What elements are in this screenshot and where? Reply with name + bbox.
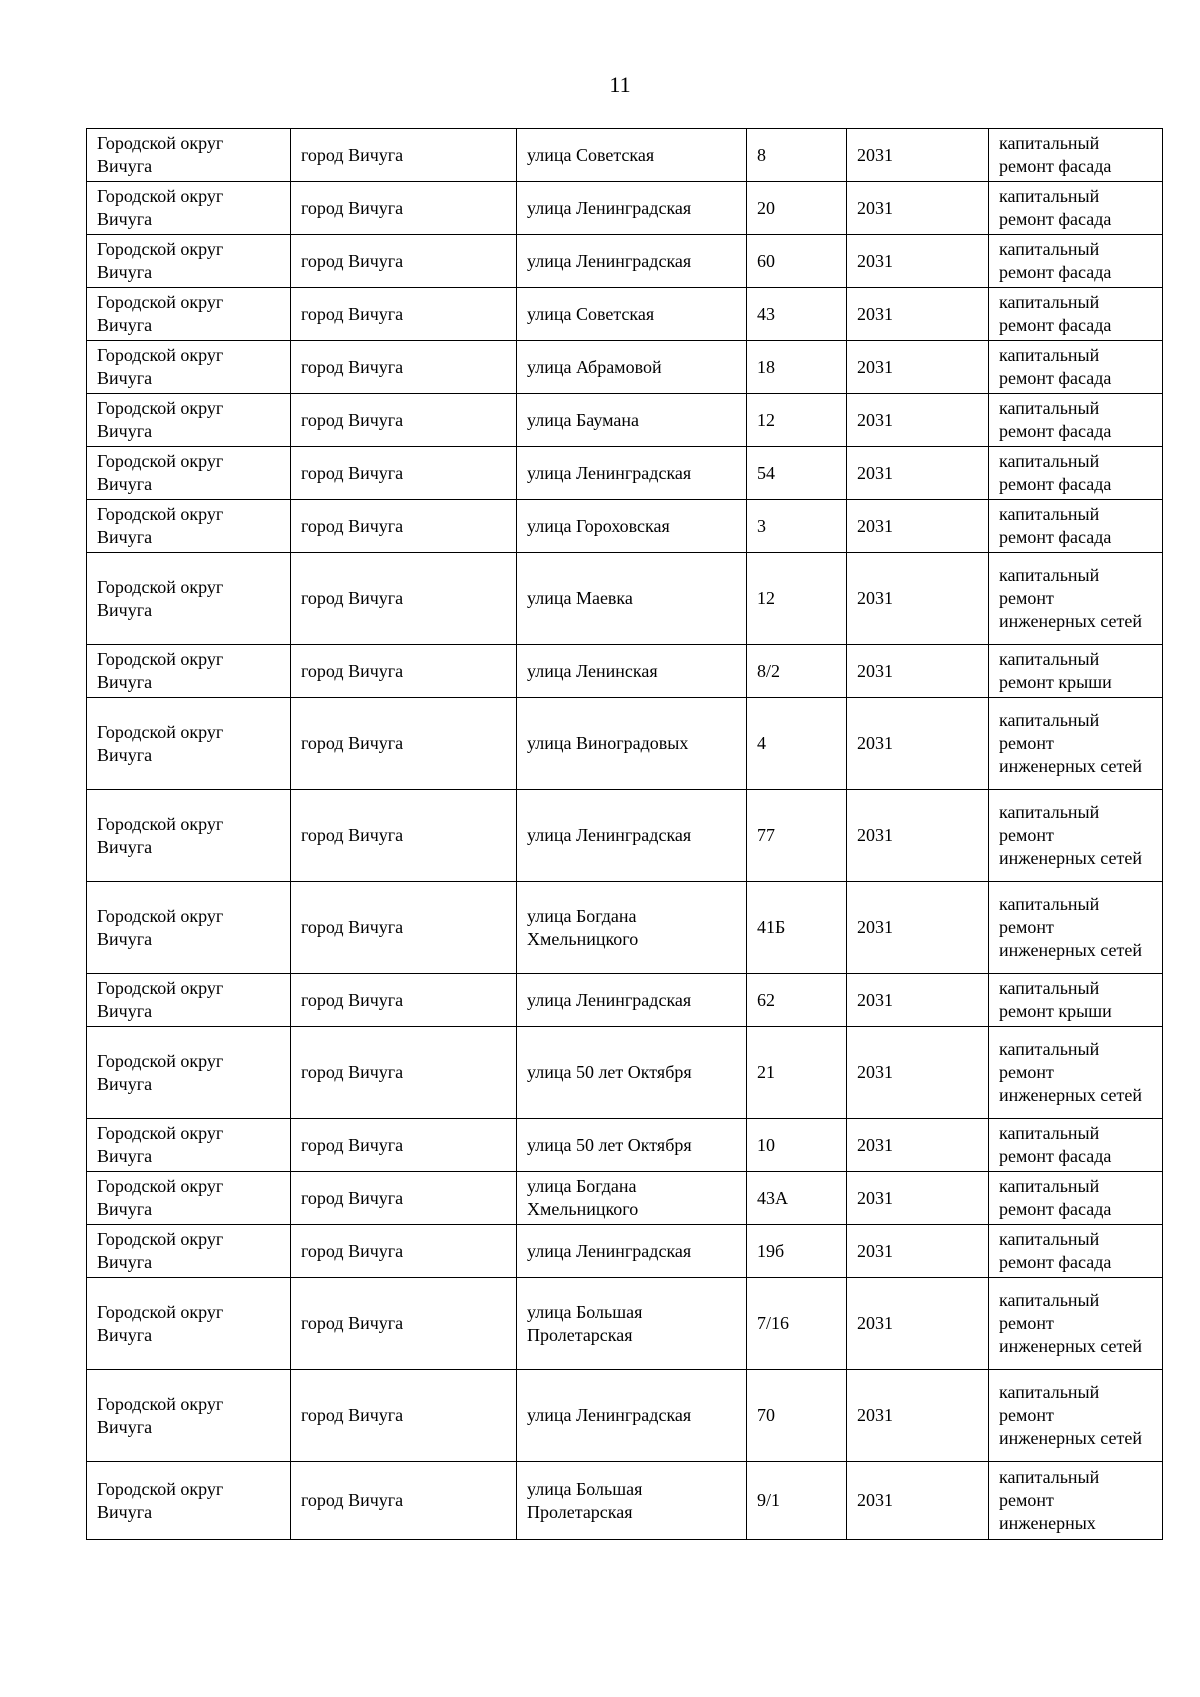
year-cell: 2031 [847,341,989,394]
house-number-cell: 70 [747,1370,847,1462]
year-cell: 2031 [847,182,989,235]
year-cell: 2031 [847,790,989,882]
district-cell: Городской округ Вичуга [87,1225,291,1278]
locality-cell: город Вичуга [291,447,517,500]
street-cell: улица Большая Пролетарская [517,1278,747,1370]
district-cell: Городской округ Вичуга [87,974,291,1027]
house-number-cell: 43А [747,1172,847,1225]
house-number-cell: 60 [747,235,847,288]
house-number-cell: 43 [747,288,847,341]
work-type-cell: капитальный ремонт фасада [989,1172,1163,1225]
year-cell: 2031 [847,1172,989,1225]
year-cell: 2031 [847,1225,989,1278]
table-row [87,500,1163,553]
table-row [87,1278,1163,1370]
district-cell: Городской округ Вичуга [87,790,291,882]
district-cell: Городской округ Вичуга [87,182,291,235]
work-type-cell: капитальный ремонт фасада [989,447,1163,500]
work-type-cell: капитальный ремонт фасада [989,182,1163,235]
house-number-cell: 12 [747,553,847,645]
street-cell: улица Ленинградская [517,447,747,500]
street-cell: улица 50 лет Октября [517,1119,747,1172]
locality-cell: город Вичуга [291,698,517,790]
house-number-cell: 8/2 [747,645,847,698]
locality-cell: город Вичуга [291,1027,517,1119]
street-cell: улица Ленинградская [517,235,747,288]
district-cell: Городской округ Вичуга [87,500,291,553]
year-cell: 2031 [847,1370,989,1462]
district-cell: Городской округ Вичуга [87,1027,291,1119]
district-cell: Городской округ Вичуга [87,394,291,447]
year-cell: 2031 [847,1462,989,1540]
street-cell: улица Большая Пролетарская [517,1462,747,1540]
locality-cell: город Вичуга [291,645,517,698]
locality-cell: город Вичуга [291,288,517,341]
table-row [87,1225,1163,1278]
work-type-cell: капитальный ремонт крыши [989,974,1163,1027]
district-cell: Городской округ Вичуга [87,645,291,698]
work-type-cell: капитальный ремонт инженерных сетей [989,553,1163,645]
work-type-cell: капитальный ремонт инженерных [989,1462,1163,1540]
table-row [87,790,1163,882]
locality-cell: город Вичуга [291,1172,517,1225]
table-row [87,1370,1163,1462]
locality-cell: город Вичуга [291,500,517,553]
house-number-cell: 10 [747,1119,847,1172]
work-type-cell: капитальный ремонт фасада [989,1225,1163,1278]
work-type-cell: капитальный ремонт инженерных сетей [989,1370,1163,1462]
work-type-cell: капитальный ремонт инженерных сетей [989,882,1163,974]
table-row [87,645,1163,698]
locality-cell: город Вичуга [291,553,517,645]
year-cell: 2031 [847,553,989,645]
year-cell: 2031 [847,645,989,698]
street-cell: улица Советская [517,288,747,341]
work-type-cell: капитальный ремонт фасада [989,341,1163,394]
street-cell: улица Богдана Хмельницкого [517,1172,747,1225]
house-number-cell: 20 [747,182,847,235]
year-cell: 2031 [847,1027,989,1119]
district-cell: Городской округ Вичуга [87,1370,291,1462]
year-cell: 2031 [847,1278,989,1370]
table-row [87,1172,1163,1225]
house-number-cell: 19б [747,1225,847,1278]
table-row [87,698,1163,790]
locality-cell: город Вичуга [291,341,517,394]
locality-cell: город Вичуга [291,1370,517,1462]
year-cell: 2031 [847,129,989,182]
district-cell: Городской округ Вичуга [87,1278,291,1370]
locality-cell: город Вичуга [291,974,517,1027]
work-type-cell: капитальный ремонт инженерных сетей [989,1278,1163,1370]
work-type-cell: капитальный ремонт инженерных сетей [989,1027,1163,1119]
district-cell: Городской округ Вичуга [87,447,291,500]
house-number-cell: 77 [747,790,847,882]
district-cell: Городской округ Вичуга [87,235,291,288]
street-cell: улица Абрамовой [517,341,747,394]
district-cell: Городской округ Вичуга [87,698,291,790]
table-row [87,394,1163,447]
house-number-cell: 3 [747,500,847,553]
house-number-cell: 12 [747,394,847,447]
year-cell: 2031 [847,235,989,288]
table-row [87,288,1163,341]
table-row [87,1027,1163,1119]
street-cell: улица Виноградовых [517,698,747,790]
street-cell: улица Ленинградская [517,182,747,235]
house-number-cell: 21 [747,1027,847,1119]
house-number-cell: 8 [747,129,847,182]
year-cell: 2031 [847,974,989,1027]
district-cell: Городской округ Вичуга [87,1172,291,1225]
house-number-cell: 4 [747,698,847,790]
table-row [87,882,1163,974]
year-cell: 2031 [847,394,989,447]
street-cell: улица Ленинградская [517,1370,747,1462]
work-type-cell: капитальный ремонт фасада [989,288,1163,341]
work-type-cell: капитальный ремонт крыши [989,645,1163,698]
house-number-cell: 41Б [747,882,847,974]
table-row [87,235,1163,288]
year-cell: 2031 [847,698,989,790]
table-row [87,129,1163,182]
work-type-cell: капитальный ремонт фасада [989,235,1163,288]
street-cell: улица Ленинская [517,645,747,698]
year-cell: 2031 [847,882,989,974]
locality-cell: город Вичуга [291,1278,517,1370]
locality-cell: город Вичуга [291,882,517,974]
year-cell: 2031 [847,288,989,341]
table-row [87,974,1163,1027]
table-row [87,1119,1163,1172]
street-cell: улица Баумана [517,394,747,447]
year-cell: 2031 [847,500,989,553]
table-row [87,341,1163,394]
street-cell: улица Богдана Хмельницкого [517,882,747,974]
street-cell: улица Ленинградская [517,1225,747,1278]
locality-cell: город Вичуга [291,394,517,447]
district-cell: Городской округ Вичуга [87,553,291,645]
street-cell: улица Гороховская [517,500,747,553]
locality-cell: город Вичуга [291,1462,517,1540]
street-cell: улица Маевка [517,553,747,645]
house-number-cell: 18 [747,341,847,394]
work-type-cell: капитальный ремонт фасада [989,129,1163,182]
house-number-cell: 62 [747,974,847,1027]
street-cell: улица Советская [517,129,747,182]
locality-cell: город Вичуга [291,1119,517,1172]
locality-cell: город Вичуга [291,182,517,235]
district-cell: Городской округ Вичуга [87,341,291,394]
house-number-cell: 7/16 [747,1278,847,1370]
house-number-cell: 9/1 [747,1462,847,1540]
locality-cell: город Вичуга [291,1225,517,1278]
locality-cell: город Вичуга [291,790,517,882]
table-row [87,182,1163,235]
table-body [87,129,1163,1540]
street-cell: улица 50 лет Октября [517,1027,747,1119]
table-row [87,1462,1163,1540]
district-cell: Городской округ Вичуга [87,882,291,974]
work-type-cell: капитальный ремонт инженерных сетей [989,698,1163,790]
district-cell: Городской округ Вичуга [87,129,291,182]
street-cell: улица Ленинградская [517,974,747,1027]
district-cell: Городской округ Вичуга [87,1119,291,1172]
work-type-cell: капитальный ремонт фасада [989,1119,1163,1172]
year-cell: 2031 [847,447,989,500]
table-row [87,447,1163,500]
locality-cell: город Вичуга [291,129,517,182]
work-type-cell: капитальный ремонт инженерных сетей [989,790,1163,882]
page-number: 11 [609,72,631,97]
work-type-cell: капитальный ремонт фасада [989,394,1163,447]
table-row [87,553,1163,645]
house-number-cell: 54 [747,447,847,500]
locality-cell: город Вичуга [291,235,517,288]
year-cell: 2031 [847,1119,989,1172]
repair-schedule-table [86,128,1163,1540]
work-type-cell: капитальный ремонт фасада [989,500,1163,553]
street-cell: улица Ленинградская [517,790,747,882]
district-cell: Городской округ Вичуга [87,1462,291,1540]
district-cell: Городской округ Вичуга [87,288,291,341]
